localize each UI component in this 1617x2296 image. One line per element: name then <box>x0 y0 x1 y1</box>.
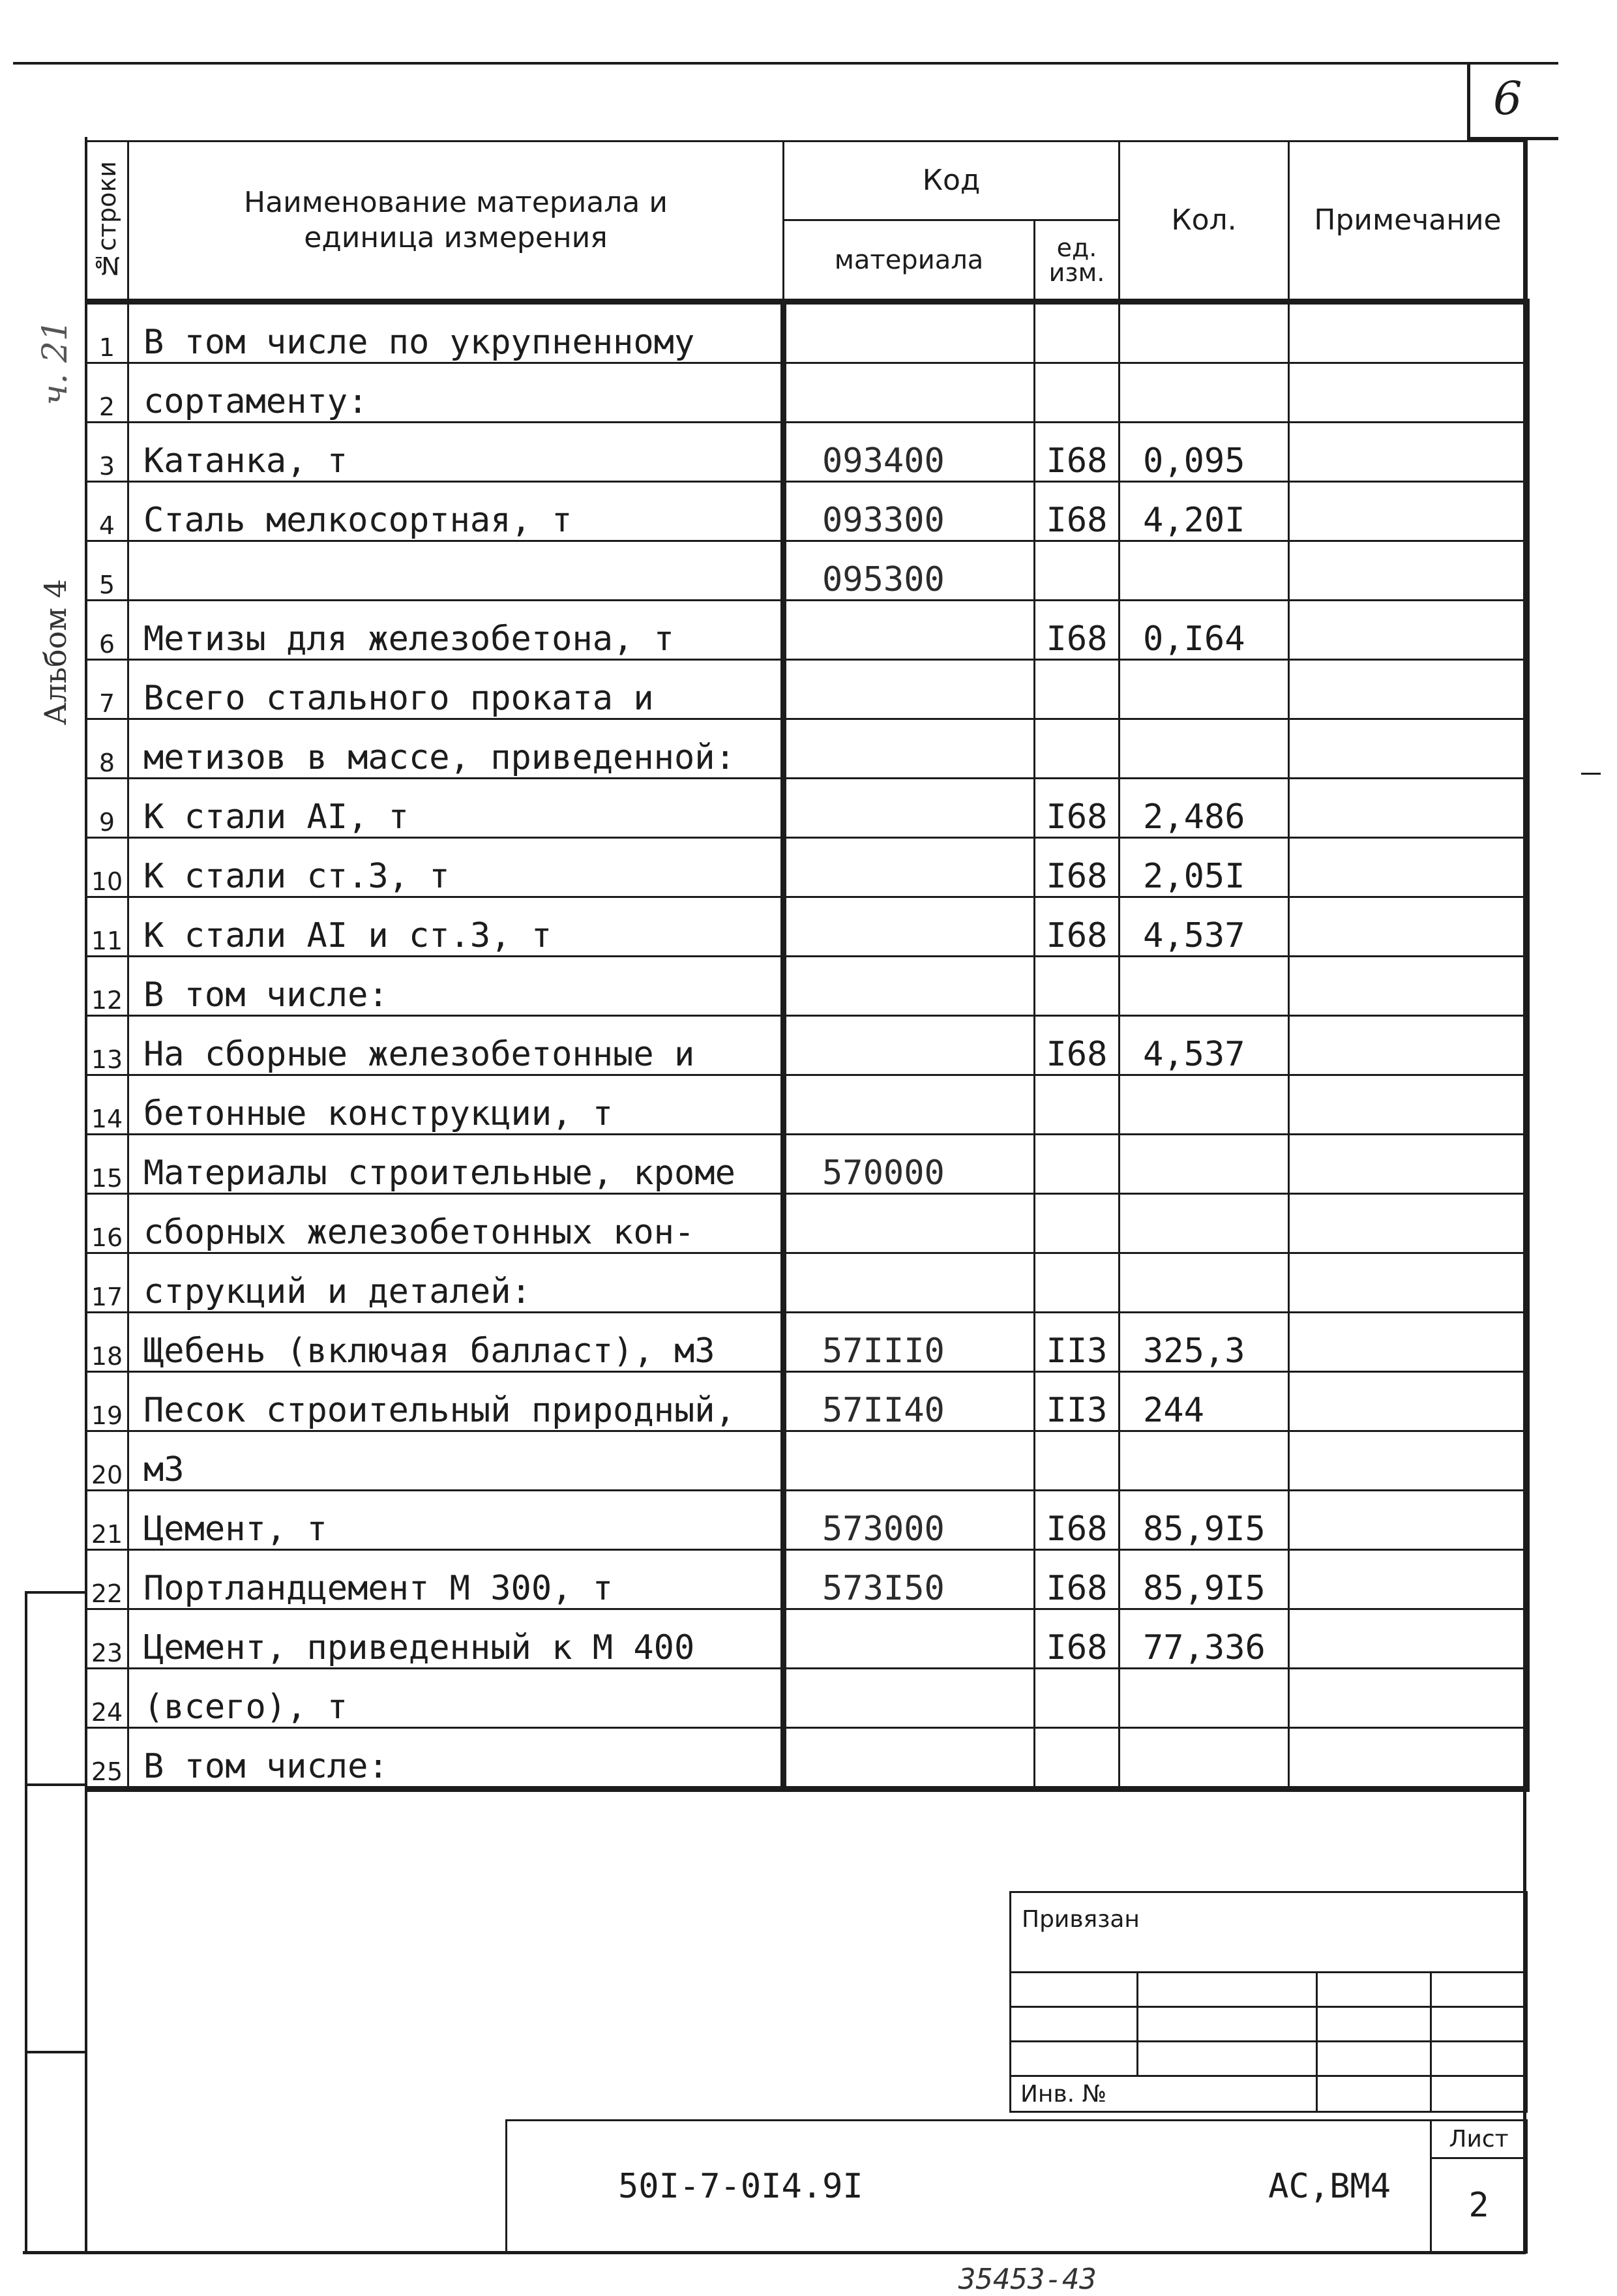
header-code-text: Код <box>922 164 981 198</box>
quantity <box>1120 1194 1289 1253</box>
table-row <box>86 1075 1527 1135</box>
table-row <box>86 1135 1527 1194</box>
row-number: 5 <box>86 541 128 601</box>
unit-code <box>1035 1728 1120 1789</box>
stamp-inv-cell <box>1011 2076 1317 2112</box>
stamp-set: АС,ВМ4 <box>1268 2167 1391 2206</box>
row-number: 12 <box>86 957 128 1016</box>
row-number: 25 <box>86 1728 128 1789</box>
note <box>1289 1194 1527 1253</box>
material-name <box>128 541 784 601</box>
material-code: 093300 <box>784 482 1035 541</box>
table-row <box>86 601 1527 660</box>
header-quantity <box>1120 142 1289 302</box>
material-name: На сборные железобетонные и <box>128 1016 784 1075</box>
unit-code: I68 <box>1035 1550 1120 1609</box>
unit-code <box>1035 719 1120 779</box>
note <box>1289 660 1527 719</box>
material-name: К стали ст.3, т <box>128 838 784 897</box>
material-name: метизов в массе, приведенной: <box>128 719 784 779</box>
note <box>1289 1728 1527 1789</box>
header-row-no <box>86 142 128 302</box>
note <box>1289 1372 1527 1431</box>
material-code <box>784 302 1035 363</box>
note <box>1289 1253 1527 1313</box>
table-row <box>86 1253 1527 1313</box>
header-code-unit <box>1035 220 1120 302</box>
stamp-sheet-no-cell <box>1431 2158 1527 2253</box>
material-code <box>784 1609 1035 1669</box>
table-body <box>86 302 1527 1789</box>
unit-code <box>1035 660 1120 719</box>
bottom-note: 35453-43 <box>958 2263 1097 2296</box>
material-name: струкций и деталей: <box>128 1253 784 1313</box>
quantity: 77,336 <box>1120 1609 1289 1669</box>
table-row <box>86 660 1527 719</box>
quantity: 85,9I5 <box>1120 1491 1289 1550</box>
unit-code: I68 <box>1035 1016 1120 1075</box>
stamp-bound-label: Привязан <box>1022 1906 1140 1933</box>
unit-code <box>1035 302 1120 363</box>
material-name: (всего), т <box>128 1669 784 1728</box>
quantity <box>1120 302 1289 363</box>
note <box>1289 838 1527 897</box>
quantity: 0,095 <box>1120 423 1289 482</box>
material-code <box>784 1075 1035 1135</box>
quantity <box>1120 1075 1289 1135</box>
material-code <box>784 957 1035 1016</box>
table-row <box>86 1609 1527 1669</box>
material-code: 573000 <box>784 1491 1035 1550</box>
material-name: бетонные конструкции, т <box>128 1075 784 1135</box>
table-row <box>86 838 1527 897</box>
table-row <box>86 1431 1527 1491</box>
material-name: В том числе: <box>128 1728 784 1789</box>
note <box>1289 1609 1527 1669</box>
quantity: 4,537 <box>1120 1016 1289 1075</box>
row-number: 3 <box>86 423 128 482</box>
unit-code: I68 <box>1035 779 1120 838</box>
material-name: Цемент, приведенный к М 400 <box>128 1609 784 1669</box>
header-code-material <box>784 220 1035 302</box>
material-name: К стали АI и ст.3, т <box>128 897 784 957</box>
table-row <box>86 1194 1527 1253</box>
unit-code <box>1035 957 1120 1016</box>
material-name: Песок строительный природный, <box>128 1372 784 1431</box>
material-name: Портландцемент М 300, т <box>128 1550 784 1609</box>
material-name: сборных железобетонных кон- <box>128 1194 784 1253</box>
album-note: ч. 21 <box>36 320 75 406</box>
row-number: 21 <box>86 1491 128 1550</box>
note <box>1289 601 1527 660</box>
top-border-line <box>13 62 1558 65</box>
table-row <box>86 1669 1527 1728</box>
unit-code <box>1035 1253 1120 1313</box>
quantity: 244 <box>1120 1372 1289 1431</box>
table-row <box>86 302 1527 363</box>
row-number: 11 <box>86 897 128 957</box>
quantity: 4,537 <box>1120 897 1289 957</box>
left-stub-h1 <box>25 1591 87 1594</box>
table-row <box>86 541 1527 601</box>
unit-code <box>1035 363 1120 423</box>
row-number: 13 <box>86 1016 128 1075</box>
table-row <box>86 1313 1527 1372</box>
stamp-sheet-label: Лист <box>1449 2126 1509 2153</box>
material-name: Метизы для железобетона, т <box>128 601 784 660</box>
row-number: 8 <box>86 719 128 779</box>
page-mark: 6 <box>1493 72 1522 125</box>
material-code <box>784 719 1035 779</box>
note <box>1289 1491 1527 1550</box>
table-row <box>86 1016 1527 1075</box>
table-row <box>86 482 1527 541</box>
note <box>1289 1431 1527 1491</box>
note <box>1289 1075 1527 1135</box>
quantity <box>1120 363 1289 423</box>
material-code <box>784 897 1035 957</box>
row-number: 17 <box>86 1253 128 1313</box>
header-row-no-text: №строки <box>93 160 121 280</box>
material-code: 570000 <box>784 1135 1035 1194</box>
material-code <box>784 363 1035 423</box>
row-number: 20 <box>86 1431 128 1491</box>
unit-code: I68 <box>1035 1609 1120 1669</box>
table-row <box>86 423 1527 482</box>
note <box>1289 779 1527 838</box>
note <box>1289 423 1527 482</box>
header-code-unit-text: ед. изм. <box>1048 233 1105 287</box>
table-row <box>86 363 1527 423</box>
note <box>1289 897 1527 957</box>
row-number: 14 <box>86 1075 128 1135</box>
material-name: Цемент, т <box>128 1491 784 1550</box>
quantity: 0,I64 <box>1120 601 1289 660</box>
left-stub-h2 <box>25 1783 87 1786</box>
quantity: 325,3 <box>1120 1313 1289 1372</box>
unit-code <box>1035 1194 1120 1253</box>
unit-code: I68 <box>1035 897 1120 957</box>
unit-code: I68 <box>1035 838 1120 897</box>
material-code <box>784 601 1035 660</box>
note <box>1289 482 1527 541</box>
table-row <box>86 897 1527 957</box>
material-name: В том числе по укрупненному <box>128 302 784 363</box>
row-number: 24 <box>86 1669 128 1728</box>
material-name: Щебень (включая балласт), м3 <box>128 1313 784 1372</box>
row-number: 22 <box>86 1550 128 1609</box>
stamp-bound-table <box>1009 1891 1528 2113</box>
note <box>1289 363 1527 423</box>
stamp-inv-label: Инв. № <box>1020 2080 1107 2108</box>
header-name <box>128 142 784 302</box>
row-number: 2 <box>86 363 128 423</box>
note <box>1289 1550 1527 1609</box>
frame-right-corner <box>1467 62 1470 140</box>
material-code <box>784 1194 1035 1253</box>
stamp-doc-cell <box>507 2121 1431 2253</box>
quantity: 85,9I5 <box>1120 1550 1289 1609</box>
table-row <box>86 1491 1527 1550</box>
quantity <box>1120 1135 1289 1194</box>
table-row <box>86 719 1527 779</box>
table-row <box>86 1550 1527 1609</box>
quantity: 2,05I <box>1120 838 1289 897</box>
header-quantity-text: Кол. <box>1171 203 1237 237</box>
stamp-doc-code: 50I-7-0I4.9I <box>618 2167 863 2206</box>
material-code <box>784 1431 1035 1491</box>
margin-tick <box>1581 773 1601 775</box>
stamp-doc-table <box>505 2119 1528 2254</box>
table-row <box>86 1372 1527 1431</box>
unit-code: I68 <box>1035 1491 1120 1550</box>
unit-code: I68 <box>1035 423 1120 482</box>
quantity: 4,20I <box>1120 482 1289 541</box>
stamp-bound-cell <box>1011 1892 1527 1973</box>
header-note <box>1289 142 1527 302</box>
table-row <box>86 957 1527 1016</box>
material-code: 095300 <box>784 541 1035 601</box>
quantity: 2,486 <box>1120 779 1289 838</box>
unit-code <box>1035 1075 1120 1135</box>
row-number: 9 <box>86 779 128 838</box>
material-name: Всего стального проката и <box>128 660 784 719</box>
quantity <box>1120 1253 1289 1313</box>
quantity <box>1120 957 1289 1016</box>
header-code-material-text: материала <box>834 245 984 275</box>
unit-code <box>1035 1431 1120 1491</box>
row-number: 7 <box>86 660 128 719</box>
material-code <box>784 1728 1035 1789</box>
material-code <box>784 1669 1035 1728</box>
material-name: сортаменту: <box>128 363 784 423</box>
unit-code <box>1035 1135 1120 1194</box>
header-code-group <box>784 142 1120 220</box>
material-name: К стали АI, т <box>128 779 784 838</box>
material-name: Материалы строительные, кроме <box>128 1135 784 1194</box>
note <box>1289 1669 1527 1728</box>
material-code: 093400 <box>784 423 1035 482</box>
quantity <box>1120 1728 1289 1789</box>
row-number: 10 <box>86 838 128 897</box>
material-code <box>784 660 1035 719</box>
row-number: 16 <box>86 1194 128 1253</box>
unit-code <box>1035 1669 1120 1728</box>
side-label <box>29 320 82 822</box>
row-number: 1 <box>86 302 128 363</box>
header-name-text: Наименование материала и единица измерения <box>244 186 668 254</box>
material-name: Сталь мелкосортная, т <box>128 482 784 541</box>
material-code <box>784 1016 1035 1075</box>
stamp-sheet-no: 2 <box>1468 2186 1489 2225</box>
note <box>1289 719 1527 779</box>
note <box>1289 541 1527 601</box>
material-code <box>784 838 1035 897</box>
material-code <box>784 779 1035 838</box>
quantity <box>1120 719 1289 779</box>
note <box>1289 1016 1527 1075</box>
quantity <box>1120 1431 1289 1491</box>
materials-table <box>85 140 1530 1792</box>
quantity <box>1120 1669 1289 1728</box>
row-number: 23 <box>86 1609 128 1669</box>
table-row <box>86 1728 1527 1789</box>
material-code: 573I50 <box>784 1550 1035 1609</box>
left-stub-h3 <box>25 2051 87 2053</box>
material-name: м3 <box>128 1431 784 1491</box>
unit-code: I68 <box>1035 601 1120 660</box>
note <box>1289 957 1527 1016</box>
material-name: Катанка, т <box>128 423 784 482</box>
quantity <box>1120 541 1289 601</box>
row-number: 15 <box>86 1135 128 1194</box>
table-row <box>86 779 1527 838</box>
stamp-sheet-label-cell <box>1431 2121 1527 2158</box>
row-number: 4 <box>86 482 128 541</box>
note <box>1289 1135 1527 1194</box>
quantity <box>1120 660 1289 719</box>
left-stub-line <box>25 1591 27 2253</box>
unit-code: II3 <box>1035 1372 1120 1431</box>
unit-code <box>1035 541 1120 601</box>
unit-code: I68 <box>1035 482 1120 541</box>
row-number: 19 <box>86 1372 128 1431</box>
header-note-text: Примечание <box>1314 203 1502 237</box>
note <box>1289 1313 1527 1372</box>
row-number: 6 <box>86 601 128 660</box>
row-number: 18 <box>86 1313 128 1372</box>
album-label: Альбом 4 <box>38 578 73 726</box>
unit-code: II3 <box>1035 1313 1120 1372</box>
material-name: В том числе: <box>128 957 784 1016</box>
note <box>1289 302 1527 363</box>
header-row <box>86 142 1527 220</box>
material-code: 57III0 <box>784 1313 1035 1372</box>
material-code <box>784 1253 1035 1313</box>
material-code: 57II40 <box>784 1372 1035 1431</box>
